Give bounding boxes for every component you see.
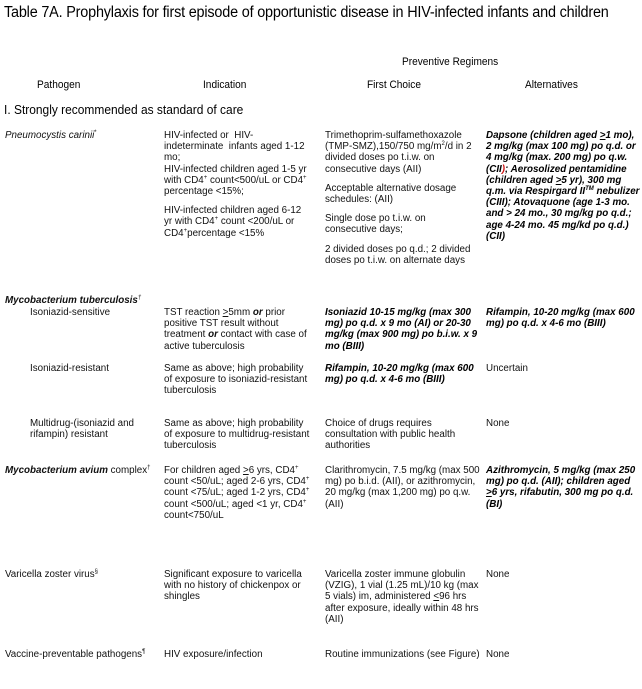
indication-multidrug-resistant: Same as above; high probability of exposure to multidrug-resistant tuberculosis [164, 418, 310, 452]
first-choice-isoniazid-sensitive: Isoniazid 10-15 mg/kg (max 300 mg) po q.d. x 9 mo (AI) or 20-30 mg/kg (max 900 mg) po b.i.w. x 9 mo (BIII) [325, 307, 478, 352]
footnote-mark: * [94, 130, 97, 136]
alternatives-multidrug-resistant: None [486, 418, 510, 429]
indication-pneumocystis [164, 130, 312, 239]
column-header-first-choice: First Choice [367, 79, 421, 91]
first-choice-para-1: Trimethoprim-sulfamethoxazole (TMP-SMZ),150/750 $mg/m^2/d$ in 2 divided doses po t.i.w. on consecutive days (AII) [325, 130, 472, 175]
subtype-multidrug-resistant: Multidrug-(isoniazid and rifampin) resistant [30, 418, 135, 441]
footnote-mark: † [137, 295, 142, 301]
column-header-alternatives: Alternatives [525, 79, 578, 91]
pathogen-name: Varicella zoster virus [5, 569, 95, 580]
alternatives-pneumocystis: Dapsone (children aged >1 mo), 2 mg/kg (max 100 mg) po q.d. or 4 mg/kg (max. 200 mg) po q.w. (CII); Aerosolized pentamidine (children aged >5 yr), 300 mg q.m. via Respirgard II™ nebulizer (CIII); Atovaquone (age 1-3 mo. and > 24 mo., 30 mg/kg po q.d.; age 4-24 mo. 45 mg/kd po q.d.) (CII) [486, 130, 640, 242]
indication-line-1: HIV-infected or HIV-indeterminate infants aged 1-12 mo; [164, 130, 305, 164]
red-parenthesis: ) [501, 163, 506, 175]
indication-isoniazid-sensitive: TST reaction >5mm or prior positive TST result without treatment or contact with case of active tuberculosis [164, 307, 307, 352]
pathogen-mycobacterium-avium [5, 465, 165, 476]
section-heading: I. Strongly recommended as standard of care [4, 102, 244, 117]
first-choice-para-3: Single dose po t.i.w. on consecutive days; [325, 213, 426, 236]
column-header-pathogen: Pathogen [37, 79, 81, 91]
pathogen-tuberculosis [5, 295, 205, 306]
subtype-isoniazid-resistant: Isoniazid-resistant [30, 363, 109, 374]
indication-line-3: HIV-infected children aged 6-12 yr with CD4+ count <200/uL or CD4+percentage <15% [164, 205, 302, 239]
alternatives-mycobacterium-avium: Azithromycin, 5 mg/kg (max 250 mg) po q.d. (AII); children aged >6 yrs, rifabutin, 300 mg po q.d. (BI) [486, 465, 636, 510]
indication-varicella-zoster: Significant exposure to varicella with no history of chickenpox or shingles [164, 569, 302, 603]
footnote-mark: ¶ [142, 649, 146, 655]
indication-vaccine-preventable: HIV exposure/infection [164, 649, 263, 660]
first-choice-mycobacterium-avium: Clarithromycin, 7.5 mg/kg (max 500 mg) po b.i.d. (AII), or azithromycin, 20 mg/kg (max 1,200 mg) po q.w. (AII) [325, 465, 480, 510]
first-choice-multidrug-resistant: Choice of drugs requires consultation with public health authorities [325, 418, 456, 452]
alternatives-vaccine-preventable: None [486, 649, 510, 660]
subtype-isoniazid-sensitive: Isoniazid-sensitive [30, 307, 111, 318]
pathogen-name: Mycobacterium tuberculosis [5, 295, 138, 306]
pathogen-name: Pneumocystis carinii [5, 130, 95, 141]
indication-mycobacterium-avium: For children aged >6 yrs, CD4+ count <50/uL; aged 2-6 yrs, CD4+ count <75/uL; aged 1-2 yrs, CD4+ count <500/uL; aged <1 yr, CD4+ count<750/uL [164, 465, 310, 521]
alternatives-isoniazid-resistant: Uncertain [486, 363, 528, 374]
footnote-mark: † [147, 465, 151, 471]
pathogen-name: Vaccine-preventable pathogens [5, 649, 143, 660]
indication-isoniazid-resistant: Same as above; high probability of exposure to isoniazid-resistant tuberculosis [164, 363, 308, 397]
alternatives-isoniazid-sensitive: Rifampin, 10-20 mg/kg (max 600 mg) po q.d. x 4-6 mo (BIII) [486, 307, 635, 330]
first-choice-vaccine-preventable: Routine immunizations (see Figure) [325, 649, 480, 660]
footnote-mark: § [94, 569, 98, 575]
first-choice-para-2: Acceptable alternative dosage schedules: (AII) [325, 182, 457, 206]
alternatives-varicella-zoster: None [486, 569, 510, 580]
pathogen-name-rest: complex [107, 465, 148, 476]
header-group-preventive-regimens: Preventive Regimens [402, 56, 499, 68]
first-choice-pneumocystis [325, 130, 480, 266]
pathogen-pneumocystis [5, 130, 155, 141]
first-choice-isoniazid-resistant: Rifampin, 10-20 mg/kg (max 600 mg) po q.d. x 4-6 mo (BIII) [325, 363, 474, 386]
column-header-indication: Indication [203, 79, 247, 91]
first-choice-para-4: 2 divided doses po q.d.; 2 divided doses po t.i.w. on alternate days [325, 243, 471, 266]
pathogen-varicella-zoster [5, 569, 155, 580]
pathogen-name-bold: Mycobacterium avium [5, 465, 108, 476]
indication-line-2: HIV-infected children aged 1-5 yr with CD4+ count<500/uL or CD4+ percentage <15%; [164, 163, 307, 198]
first-choice-varicella-zoster: Varicella zoster immune globulin (VZIG), 1 vial (1.25 mL)/10 kg (max 5 vials) im, administered <96 hrs after exposure, ideally within 48 hrs (AII) [325, 569, 479, 625]
table-title: Table 7A. Prophylaxis for first episode of opportunistic disease in HIV-infected infants and children [4, 4, 609, 21]
pathogen-vaccine-preventable [5, 649, 165, 660]
